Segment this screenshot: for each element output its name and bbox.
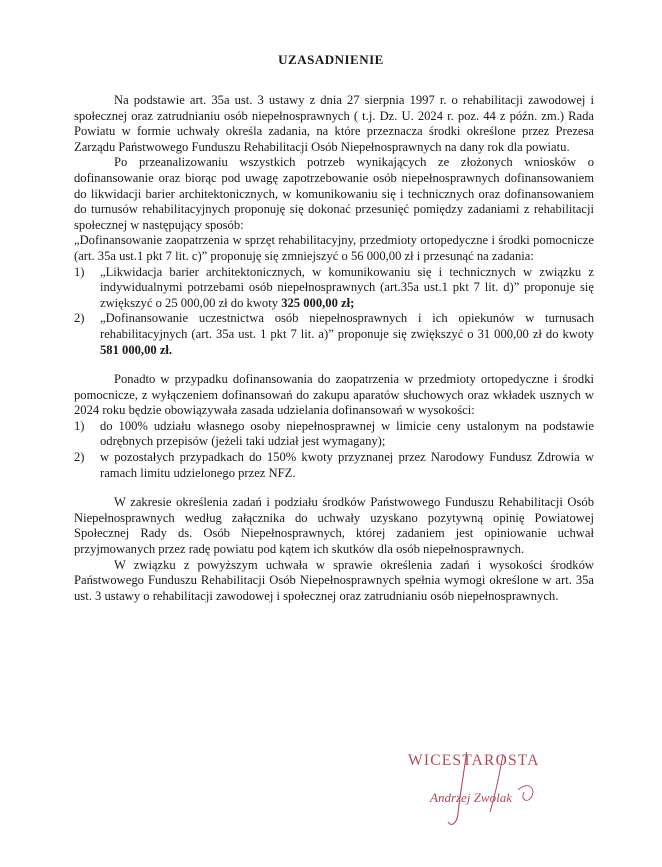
document-title: UZASADNIENIE (278, 52, 384, 67)
paragraph-orthopedic: Ponadto w przypadku dofinansowania do zaopatrzenia w przedmioty ortopedyczne i środki pomocnicze, z wyłączeniem dofinansowań do zakupu aparatów słuchowych oraz wkładek usznych w 2024 roku będzie obowiązywała zasada udzielania dofinansowań w wysokości: (74, 372, 594, 418)
signature-block (408, 752, 588, 822)
paragraph-legal-basis: Na podstawie art. 35a ust. 3 ustawy z dnia 27 sierpnia 1997 r. o rehabilitacji zawodowej i społecznej oraz zatrudnianiu osób niepełnosprawnych ( t.j. Dz. U. 2024 r. poz. 44 z późn. zm.) Rada Powiatu w formie uchwały określa zadania, na które przeznacza środki określone przez Prezesa Zarządu Państwowego Funduszu Rehabilitacji Osób Niepełnosprawnych na dany rok dla powiatu. (74, 93, 594, 154)
list-increases (74, 265, 594, 359)
list-number: 2) (74, 311, 85, 326)
paragraph-reduction: „Dofinansowanie zaopatrzenia w sprzęt rehabilitacyjny, przedmioty ortopedyczne i środki pomocnicze (art. 35a ust.1 pkt 7 lit. c)” proponuję się zmniejszyć o 56 000,00 zł i przesunąć na zadania: (74, 233, 594, 263)
list-text (100, 265, 594, 312)
signature-name: Andrzej Zwolak (430, 790, 512, 805)
list-item (74, 311, 594, 358)
paragraph-analysis: Po przeanalizowaniu wszystkich potrzeb wynikających ze złożonych wniosków o dofinansowanie oraz biorąc pod uwagę zapotrzebowanie osób niepełnosprawnych dofinansowaniem do likwidacji barier architektonicznych, w komunikowaniu się i technicznych oraz dofinansowaniem do turnusów rehabilitacyjnych proponuję się dokonać przesunięć pomiędzy zadaniami z rehabilitacji społecznej w następujący sposób: (74, 155, 594, 232)
list-text (100, 311, 594, 358)
list-text: w pozostałych przypadkach do 150% kwoty przyznanej przez Narodowy Fundusz Zdrowia w ramach limitu udzielonego przez NFZ. (100, 450, 594, 480)
list-number: 2) (74, 450, 85, 465)
list-item (74, 419, 594, 450)
list-item (74, 450, 594, 481)
paragraph-conclusion: W związku z powyższym uchwała w sprawie określenia zadań i wysokości środków Państwowego Funduszu Rehabilitacji Osób Niepełnosprawnych spełnia wymogi określone w art. 35a ust. 3 ustawy o rehabilitacji zawodowej i społecznej oraz zatrudnianiu osób niepełnosprawnych. (74, 557, 594, 603)
amount-bold: 325 000,00 zł; (281, 295, 355, 310)
spacer (74, 358, 594, 372)
list-text: do 100% udziału własnego osoby niepełnosprawnej w limicie ceny ustalonym na podstawie odrębnych przepisów (jeżeli taki udział jest wymagany); (100, 418, 594, 449)
list-number: 1) (74, 264, 85, 279)
list-text-regular: „Dofinansowanie uczestnictwa osób niepełnosprawnych i ich opiekunów w turnusach rehabilitacyjnych (art. 35a ust. 1 pkt 7 lit. a)” proponuje się zwiększyć o 31 000,00 zł do kwoty (100, 311, 594, 341)
list-rules (74, 419, 594, 481)
amount-bold: 581 000,00 zł. (100, 342, 173, 357)
list-item (74, 265, 594, 312)
document-body (74, 93, 594, 604)
list-number: 1) (74, 418, 85, 433)
list-text-regular: „Likwidacja barier architektonicznych, w komunikowaniu się i technicznych w związku z indywidualnymi potrzebami osób niepełnosprawnych (art.35a ust.1 pkt 7 lit. d)” proponuje się zwiększyć o 25 000,00 zł do kwoty (100, 264, 594, 310)
signature-title: WICESTAROSTA (408, 752, 540, 769)
paragraph-opinion: W zakresie określenia zadań i podziału środków Państwowego Funduszu Rehabilitacji Osób Niepełnosprawnych według załącznika do uchwały uzyskano pozytywną opinię Powiatowej Społecznej Rady ds. Osób Niepełnosprawnych, której zadaniem jest opiniowanie uchwał przyjmowanych przez radę powiatu pod kątem ich skutków dla osób niepełnosprawnych. (74, 495, 594, 557)
spacer (74, 481, 594, 495)
